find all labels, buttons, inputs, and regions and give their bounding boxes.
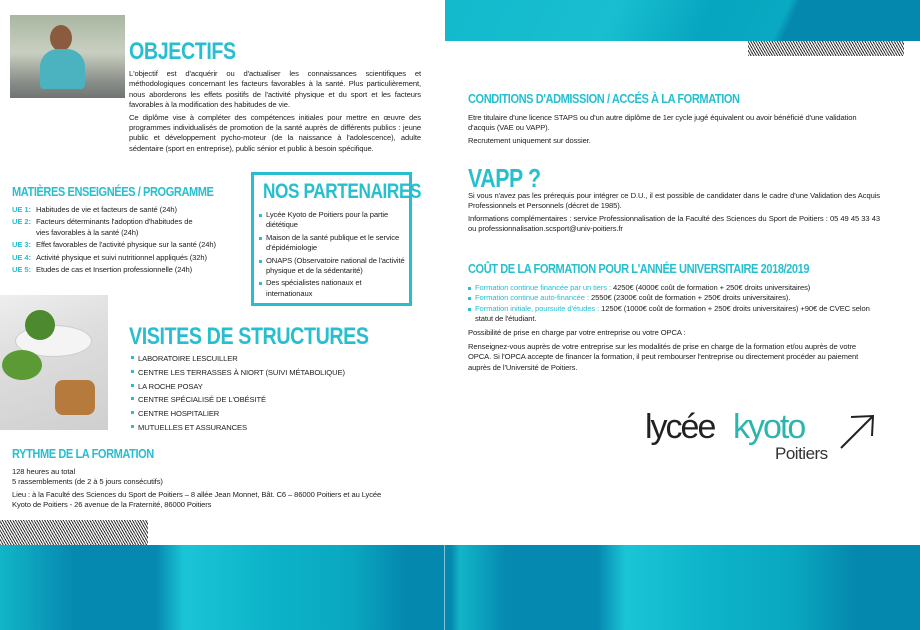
objectifs-title: OBJECTIFS — [129, 38, 236, 65]
ue-item: UE 4: Activité physique et suivi nutritionnel appliqués (32h) — [12, 252, 207, 262]
arrow-icon — [837, 412, 877, 452]
lycee-kyoto-logo: lycée kyoto Poitiers — [645, 408, 875, 468]
visites-title: VISITES DE STRUCTURES — [129, 323, 369, 350]
ue-item: UE 2: Facteurs déterminants l'adoption d'habitudes de vies favorables à la santé (24h) — [12, 217, 193, 237]
ue-item: UE 3: Effet favorables de l'activité physique sur la santé (24h) — [12, 240, 216, 250]
visites-list: LABORATOIRE LESCUILLER CENTRE LES TERRASSES À NIORT (SUIVI MÉTABOLIQUE) LA ROCHE POSAY CENTRE SPÉCIALISÉ DE L'OBÉSITÉ CENTRE HOSPITALIER MUTUELLES ET ASSURANCES — [131, 352, 391, 435]
rythme-text: 128 heures au total 5 rassemblements (de 2 à 5 jours consécutifs) Lieu : à la Faculté des Sciences du Sport de Poitiers – 8 allée Jean Monnet, Bât. C6 – 86000 Poitiers et au Lycée Kyoto de Poitiers - 26 avenue de la Fraternité, 86000 Poitiers — [12, 467, 382, 510]
hatch-decoration — [748, 41, 904, 56]
ue-item: UE 1: Habitudes de vie et facteurs de santé (24h) — [12, 205, 177, 214]
conditions-text: Etre titulaire d'une licence STAPS ou d'un autre diplôme de 1er cycle jugé équivalent ou avoir bénéficié d'une validation d'acquis (VAE ou VAPP). Recrutement uniquement sur dossier. — [468, 113, 857, 145]
objectifs-text: L'objectif est d'acquérir ou d'actualiser les connaissances scientifiques et méthodologiques concernant les facteurs favorables à la santé. Plus particulièrement, nous aborderons les effets positifs de l'activité physique et du sport et les facteurs favorables à la modification des habitudes de vie. Ce diplôme vise à compléter des compétences initiales pour mettre en œuvre des programmes individualisés de promotion de la santé auprès de différents publics : jeune public et développement pycho-moteur (de la naissance à l'adolescence), adulte sédentaire (sport en entreprise), public sénior et public à besoin spécifique. — [129, 69, 421, 153]
hatch-decoration — [0, 520, 148, 545]
cout-list: Formation continue financée par un tiers : 4250€ (4000€ coût de formation + 250€ droits universitaires) Formation continue auto-financée : 2550€ (2300€ coût de formation + 250€ droits universitaires). Formation initiale, poursuite d'études : 1250€ (1000€ coût de formation + 250€ droits universitaires) +90€ de CVEC selon statut de l'étudiant. — [468, 283, 873, 325]
photo-woman-stretching — [10, 15, 125, 98]
cout-title: COÛT DE LA FORMATION POUR L'ANNÉE UNIVERSITAIRE 2018/2019 — [468, 261, 810, 276]
bottom-banner — [0, 545, 920, 630]
top-banner — [445, 0, 920, 41]
conditions-title: CONDITIONS D'ADMISSION / ACCÉS À LA FORMATION — [468, 91, 740, 106]
cout-text: Formation continue financée par un tiers : 4250€ (4000€ coût de formation + 250€ droits universitaires) Formation continue auto-financée : 2550€ (2300€ coût de formation + 250€ droits universitaires). Formation initiale, poursuite d'études : 1250€ (1000€ coût de formation + 250€ droits universitaires) +90€ de CVEC selon statut de l'étudiant. Possibilité de prise en charge par votre entreprise ou votre OPCA : Renseignez-vous auprès de votre entreprise sur les modalités de prise en charge de la formation et/ou auprès de votre OPCA. Si l'OPCA accepte de financer la formation, il peut rembourser l'entreprise ou directement procéder au paiement auprès de l'Université de Poitiers. — [468, 283, 873, 375]
ue-item: UE 5: Etudes de cas et Insertion professionnelle (24h) — [12, 265, 193, 275]
partenaires-list: Lycée Kyoto de Poitiers pour la partie diététique Maison de la santé publique et le service d'épidémiologie ONAPS (Observatoire national de l'activité physique et de la sédentarité) Des spécialistes nationaux et internationaux — [259, 210, 409, 299]
vapp-text: Si vous n'avez pas les prérequis pour intégrer ce D.U., il est possible de candidater dans le cadre d'une Validation des Acquis Professionnels et Personnels (décret de 1985). Informations complémentaires : service Professionnalisation de la Faculté des Sciences du Sport de Poitiers : 05 49 45 33 43 ou professionnalisation.scsport@univ-poitiers.fr — [468, 191, 880, 234]
matieres-title: MATIÈRES ENSEIGNÉES / PROGRAMME — [12, 184, 214, 199]
partenaires-title: NOS PARTENAIRES — [263, 180, 422, 203]
vapp-title: VAPP ? — [468, 163, 541, 193]
matieres-list — [12, 205, 252, 277]
rythme-title: RYTHME DE LA FORMATION — [12, 446, 154, 461]
page-fold — [444, 545, 445, 630]
photo-salad-plate — [0, 295, 108, 430]
partenaires-box — [251, 172, 422, 306]
